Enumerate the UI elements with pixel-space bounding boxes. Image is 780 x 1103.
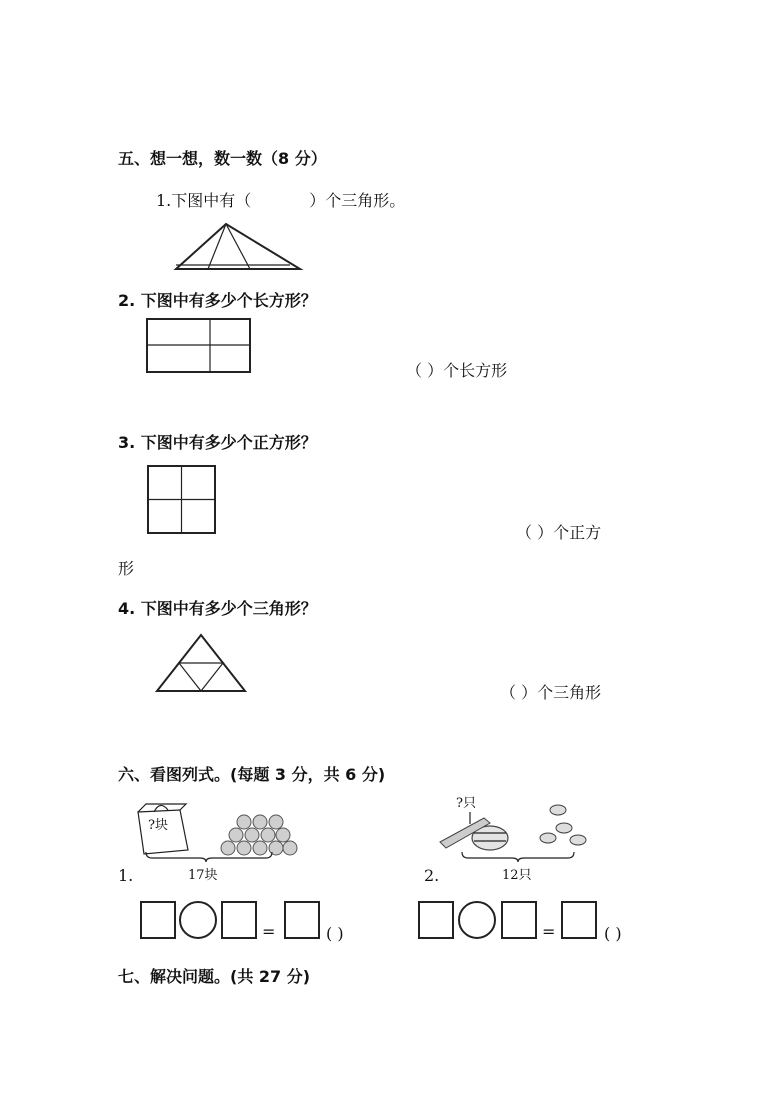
answer-box[interactable] [222,902,256,938]
nested-triangle-figure [155,632,249,694]
operator-circle[interactable] [459,902,495,938]
equals-sign-2: = [542,922,556,941]
problem-2-number: 2. [424,866,440,885]
equation-boxes-1 [140,900,330,942]
total-label-1: 17块 [188,868,218,883]
question-3-title: 3. 下图中有多少个正方形？ [118,433,317,452]
section-5-heading: 五、想一想，数一数（8 分） [118,149,327,168]
question-4-title: 4. 下图中有多少个三角形？ [118,599,317,618]
question-2-title: 2. 下图中有多少个长方形？ [118,291,317,310]
square-figure [147,465,217,535]
unit-paren-2: ( ) [604,924,622,943]
equation-boxes-2 [418,900,608,942]
operator-circle[interactable] [180,902,216,938]
section-6-heading: 六、看图列式。(每题 3 分，共 6 分) [118,765,386,784]
bees-label: ?只 [456,796,476,811]
answer-box[interactable] [141,902,175,938]
bag-label: ?块 [148,818,168,833]
question-3-answer-wrap: 形 [118,559,135,578]
unit-paren-1: ( ) [326,924,344,943]
question-1 [156,188,405,211]
question-2-answer: （ ）个长方形 [406,361,508,380]
answer-box[interactable] [285,902,319,938]
total-label-2: 12只 [502,868,532,883]
answer-box[interactable] [502,902,536,938]
question-3-answer: （ ）个正方 [516,523,602,542]
question-1-text-after: ）个三角形。 [309,191,406,210]
equals-sign-1: = [262,922,276,941]
answer-box[interactable] [419,902,453,938]
rectangle-figure [146,318,252,374]
question-1-text-before: 下图中有（ [171,191,252,210]
question-4-answer: （ ）个三角形 [500,683,602,702]
question-1-number: 1. [156,191,172,210]
answer-box[interactable] [562,902,596,938]
section-7-heading: 七、解决问题。(共 27 分) [118,967,311,986]
problem-1-number: 1. [118,866,134,885]
triangle-figure [170,220,310,276]
